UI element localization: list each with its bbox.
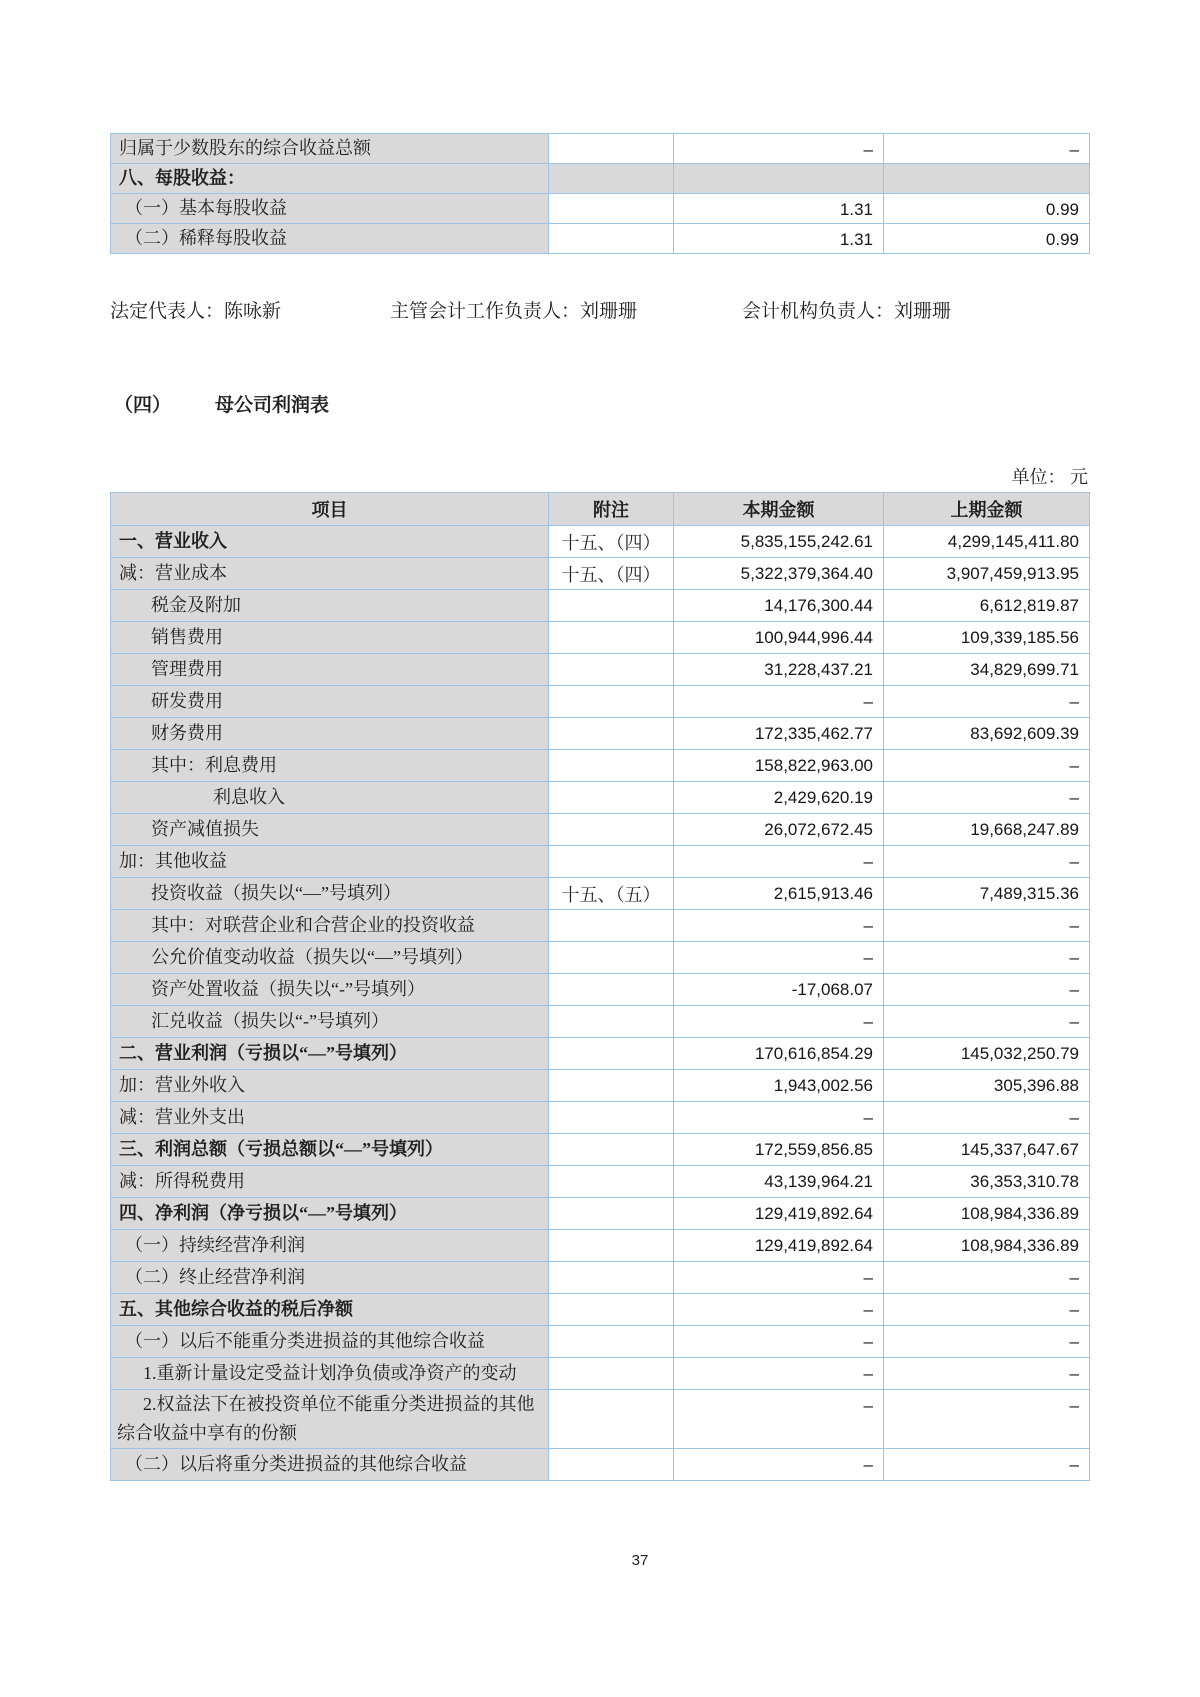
row-current-amount: 1,943,002.56 bbox=[674, 1070, 884, 1102]
row-item-label: 资产处置收益（损失以“-”号填列） bbox=[111, 974, 549, 1006]
table-row bbox=[111, 1358, 1090, 1390]
row-note bbox=[549, 1198, 674, 1230]
row-current-amount: 43,139,964.21 bbox=[674, 1166, 884, 1198]
row-note bbox=[549, 194, 674, 224]
row-current-amount: – bbox=[674, 1326, 884, 1358]
table-row bbox=[111, 718, 1090, 750]
row-note bbox=[549, 1070, 674, 1102]
row-current-amount bbox=[674, 164, 884, 194]
table-row bbox=[111, 1134, 1090, 1166]
row-item-label: 二、营业利润（亏损以“—”号填列） bbox=[111, 1038, 549, 1070]
row-prior-amount: 0.99 bbox=[884, 194, 1090, 224]
row-note bbox=[549, 1038, 674, 1070]
row-current-amount: -17,068.07 bbox=[674, 974, 884, 1006]
row-current-amount: 31,228,437.21 bbox=[674, 654, 884, 686]
eps-continuation-table-body bbox=[111, 134, 1090, 254]
table-row bbox=[111, 750, 1090, 782]
row-item-label: （二）以后将重分类进损益的其他综合收益 bbox=[111, 1449, 549, 1481]
table-header-row bbox=[111, 493, 1090, 526]
column-header-current-period: 本期金额 bbox=[674, 493, 884, 526]
row-current-amount: – bbox=[674, 1262, 884, 1294]
row-note bbox=[549, 622, 674, 654]
row-prior-amount: – bbox=[884, 974, 1090, 1006]
table-row bbox=[111, 590, 1090, 622]
row-current-amount: – bbox=[674, 1449, 884, 1481]
row-item-label: 减：所得税费用 bbox=[111, 1166, 549, 1198]
table-row bbox=[111, 878, 1090, 910]
row-prior-amount: 0.99 bbox=[884, 224, 1090, 254]
table-row bbox=[111, 1102, 1090, 1134]
row-item-label: 资产减值损失 bbox=[111, 814, 549, 846]
row-note bbox=[549, 224, 674, 254]
table-row bbox=[111, 974, 1090, 1006]
row-current-amount: – bbox=[674, 1294, 884, 1326]
row-note bbox=[549, 654, 674, 686]
row-current-amount: – bbox=[674, 686, 884, 718]
row-prior-amount: – bbox=[884, 942, 1090, 974]
row-note: 十五、（五） bbox=[549, 878, 674, 910]
row-item-label: 其中：利息费用 bbox=[111, 750, 549, 782]
row-prior-amount: – bbox=[884, 910, 1090, 942]
row-note bbox=[549, 1358, 674, 1390]
row-prior-amount: – bbox=[884, 750, 1090, 782]
row-prior-amount: – bbox=[884, 1294, 1090, 1326]
row-prior-amount: 36,353,310.78 bbox=[884, 1166, 1090, 1198]
row-prior-amount: – bbox=[884, 134, 1090, 164]
row-item-label: 四、净利润（净亏损以“—”号填列） bbox=[111, 1198, 549, 1230]
row-prior-amount: – bbox=[884, 1102, 1090, 1134]
row-note bbox=[549, 1326, 674, 1358]
row-prior-amount: – bbox=[884, 846, 1090, 878]
column-header-item: 项目 bbox=[111, 493, 549, 526]
income-statement-table-body bbox=[111, 526, 1090, 1481]
row-note bbox=[549, 164, 674, 194]
row-note bbox=[549, 942, 674, 974]
row-current-amount: 26,072,672.45 bbox=[674, 814, 884, 846]
row-note bbox=[549, 1449, 674, 1481]
row-prior-amount: – bbox=[884, 1358, 1090, 1390]
section-title bbox=[114, 390, 329, 417]
row-current-amount: – bbox=[674, 1102, 884, 1134]
row-prior-amount: – bbox=[884, 1390, 1090, 1449]
row-note bbox=[549, 1166, 674, 1198]
row-current-amount: – bbox=[674, 1390, 884, 1449]
row-prior-amount bbox=[884, 164, 1090, 194]
row-note bbox=[549, 846, 674, 878]
chief-accounting-officer-text: 主管会计工作负责人：刘珊珊 bbox=[390, 301, 638, 322]
row-note bbox=[549, 1294, 674, 1326]
unit-label: 单位： 元 bbox=[1011, 467, 1088, 487]
row-prior-amount: 6,612,819.87 bbox=[884, 590, 1090, 622]
row-item-label: （一）持续经营净利润 bbox=[111, 1230, 549, 1262]
row-item-label: （一）基本每股收益 bbox=[111, 194, 549, 224]
row-prior-amount: 19,668,247.89 bbox=[884, 814, 1090, 846]
row-note bbox=[549, 974, 674, 1006]
row-current-amount: – bbox=[674, 134, 884, 164]
table-row bbox=[111, 224, 1090, 254]
row-prior-amount: 145,032,250.79 bbox=[884, 1038, 1090, 1070]
row-current-amount: 129,419,892.64 bbox=[674, 1198, 884, 1230]
eps-continuation-table bbox=[110, 133, 1090, 254]
row-note bbox=[549, 1390, 674, 1449]
row-note: 十五、（四） bbox=[549, 526, 674, 558]
row-prior-amount: 3,907,459,913.95 bbox=[884, 558, 1090, 590]
table-row bbox=[111, 1198, 1090, 1230]
row-prior-amount: – bbox=[884, 686, 1090, 718]
row-note bbox=[549, 686, 674, 718]
row-item-label: 八、每股收益： bbox=[111, 164, 549, 194]
table-row bbox=[111, 164, 1090, 194]
row-note bbox=[549, 1262, 674, 1294]
row-current-amount: – bbox=[674, 942, 884, 974]
row-item-label: 销售费用 bbox=[111, 622, 549, 654]
row-item-label: （二）稀释每股收益 bbox=[111, 224, 549, 254]
row-current-amount: 14,176,300.44 bbox=[674, 590, 884, 622]
row-item-label: 研发费用 bbox=[111, 686, 549, 718]
row-prior-amount: – bbox=[884, 1262, 1090, 1294]
table-row bbox=[111, 1006, 1090, 1038]
row-note bbox=[549, 718, 674, 750]
row-item-label: 财务费用 bbox=[111, 718, 549, 750]
table-row bbox=[111, 134, 1090, 164]
row-current-amount: – bbox=[674, 1006, 884, 1038]
row-current-amount: 170,616,854.29 bbox=[674, 1038, 884, 1070]
row-item-label: 一、营业收入 bbox=[111, 526, 549, 558]
row-current-amount: 2,429,620.19 bbox=[674, 782, 884, 814]
row-current-amount: 1.31 bbox=[674, 194, 884, 224]
row-item-label: 汇兑收益（损失以“-”号填列） bbox=[111, 1006, 549, 1038]
row-current-amount: 172,335,462.77 bbox=[674, 718, 884, 750]
row-prior-amount: 34,829,699.71 bbox=[884, 654, 1090, 686]
row-prior-amount: – bbox=[884, 1006, 1090, 1038]
table-row bbox=[111, 942, 1090, 974]
accounting-department-head-text: 会计机构负责人：刘珊珊 bbox=[742, 301, 952, 322]
section-index: （四） bbox=[114, 395, 172, 416]
row-item-label: 投资收益（损失以“—”号填列） bbox=[111, 878, 549, 910]
row-item-label: 三、利润总额（亏损总额以“—”号填列） bbox=[111, 1134, 549, 1166]
parent-company-income-statement-table bbox=[110, 492, 1090, 1481]
table-row bbox=[111, 846, 1090, 878]
table-row bbox=[111, 1262, 1090, 1294]
row-prior-amount: 109,339,185.56 bbox=[884, 622, 1090, 654]
row-current-amount: – bbox=[674, 910, 884, 942]
table-row bbox=[111, 1390, 1090, 1449]
row-prior-amount: 305,396.88 bbox=[884, 1070, 1090, 1102]
row-note bbox=[549, 910, 674, 942]
row-current-amount: – bbox=[674, 1358, 884, 1390]
row-prior-amount: 108,984,336.89 bbox=[884, 1198, 1090, 1230]
row-item-label: 利息收入 bbox=[111, 782, 549, 814]
row-item-label: （二）终止经营净利润 bbox=[111, 1262, 549, 1294]
row-item-label: 管理费用 bbox=[111, 654, 549, 686]
column-header-prior-period: 上期金额 bbox=[884, 493, 1090, 526]
table-row bbox=[111, 1230, 1090, 1262]
row-item-label: 加：其他收益 bbox=[111, 846, 549, 878]
table-row bbox=[111, 622, 1090, 654]
table-row bbox=[111, 1294, 1090, 1326]
row-note bbox=[549, 1006, 674, 1038]
signatories-line bbox=[110, 296, 1089, 322]
row-prior-amount: – bbox=[884, 1326, 1090, 1358]
row-current-amount: 5,835,155,242.61 bbox=[674, 526, 884, 558]
row-item-label: 归属于少数股东的综合收益总额 bbox=[111, 134, 549, 164]
row-prior-amount: – bbox=[884, 1449, 1090, 1481]
row-item-label: 税金及附加 bbox=[111, 590, 549, 622]
row-note bbox=[549, 134, 674, 164]
table-row bbox=[111, 1166, 1090, 1198]
row-note bbox=[549, 590, 674, 622]
row-current-amount: – bbox=[674, 846, 884, 878]
row-current-amount: 129,419,892.64 bbox=[674, 1230, 884, 1262]
row-note bbox=[549, 1230, 674, 1262]
row-item-label: 2.权益法下在被投资单位不能重分类进损益的其他综合收益中享有的份额 bbox=[111, 1390, 549, 1449]
row-prior-amount: 7,489,315.36 bbox=[884, 878, 1090, 910]
row-note bbox=[549, 1102, 674, 1134]
row-prior-amount: 83,692,609.39 bbox=[884, 718, 1090, 750]
row-current-amount: 1.31 bbox=[674, 224, 884, 254]
legal-representative-text: 法定代表人：陈咏新 bbox=[110, 301, 282, 322]
table-row bbox=[111, 1038, 1090, 1070]
row-item-label: 减：营业外支出 bbox=[111, 1102, 549, 1134]
row-item-label: 其中：对联营企业和合营企业的投资收益 bbox=[111, 910, 549, 942]
row-prior-amount: 145,337,647.67 bbox=[884, 1134, 1090, 1166]
row-current-amount: 172,559,856.85 bbox=[674, 1134, 884, 1166]
table-row bbox=[111, 1326, 1090, 1358]
table-row bbox=[111, 194, 1090, 224]
row-current-amount: 158,822,963.00 bbox=[674, 750, 884, 782]
row-note bbox=[549, 814, 674, 846]
row-note: 十五、（四） bbox=[549, 558, 674, 590]
row-note bbox=[549, 782, 674, 814]
table-row bbox=[111, 686, 1090, 718]
row-item-label: 五、其他综合收益的税后净额 bbox=[111, 1294, 549, 1326]
row-current-amount: 100,944,996.44 bbox=[674, 622, 884, 654]
row-note bbox=[549, 1134, 674, 1166]
table-row bbox=[111, 782, 1090, 814]
row-current-amount: 5,322,379,364.40 bbox=[674, 558, 884, 590]
table-row bbox=[111, 910, 1090, 942]
table-row bbox=[111, 654, 1090, 686]
table-row bbox=[111, 814, 1090, 846]
column-header-note: 附注 bbox=[549, 493, 674, 526]
table-row bbox=[111, 526, 1090, 558]
row-current-amount: 2,615,913.46 bbox=[674, 878, 884, 910]
row-prior-amount: 4,299,145,411.80 bbox=[884, 526, 1090, 558]
row-item-label: 减：营业成本 bbox=[111, 558, 549, 590]
row-item-label: 公允价值变动收益（损失以“—”号填列） bbox=[111, 942, 549, 974]
row-prior-amount: 108,984,336.89 bbox=[884, 1230, 1090, 1262]
table-row bbox=[111, 1070, 1090, 1102]
section-title-text: 母公司利润表 bbox=[215, 395, 330, 416]
row-note bbox=[549, 750, 674, 782]
table-row bbox=[111, 1449, 1090, 1481]
page-number: 37 bbox=[631, 1552, 649, 1569]
row-item-label: 加：营业外收入 bbox=[111, 1070, 549, 1102]
row-item-label: 1.重新计量设定受益计划净负债或净资产的变动 bbox=[111, 1358, 549, 1390]
row-item-label: （一）以后不能重分类进损益的其他综合收益 bbox=[111, 1326, 549, 1358]
table-row bbox=[111, 558, 1090, 590]
row-prior-amount: – bbox=[884, 782, 1090, 814]
